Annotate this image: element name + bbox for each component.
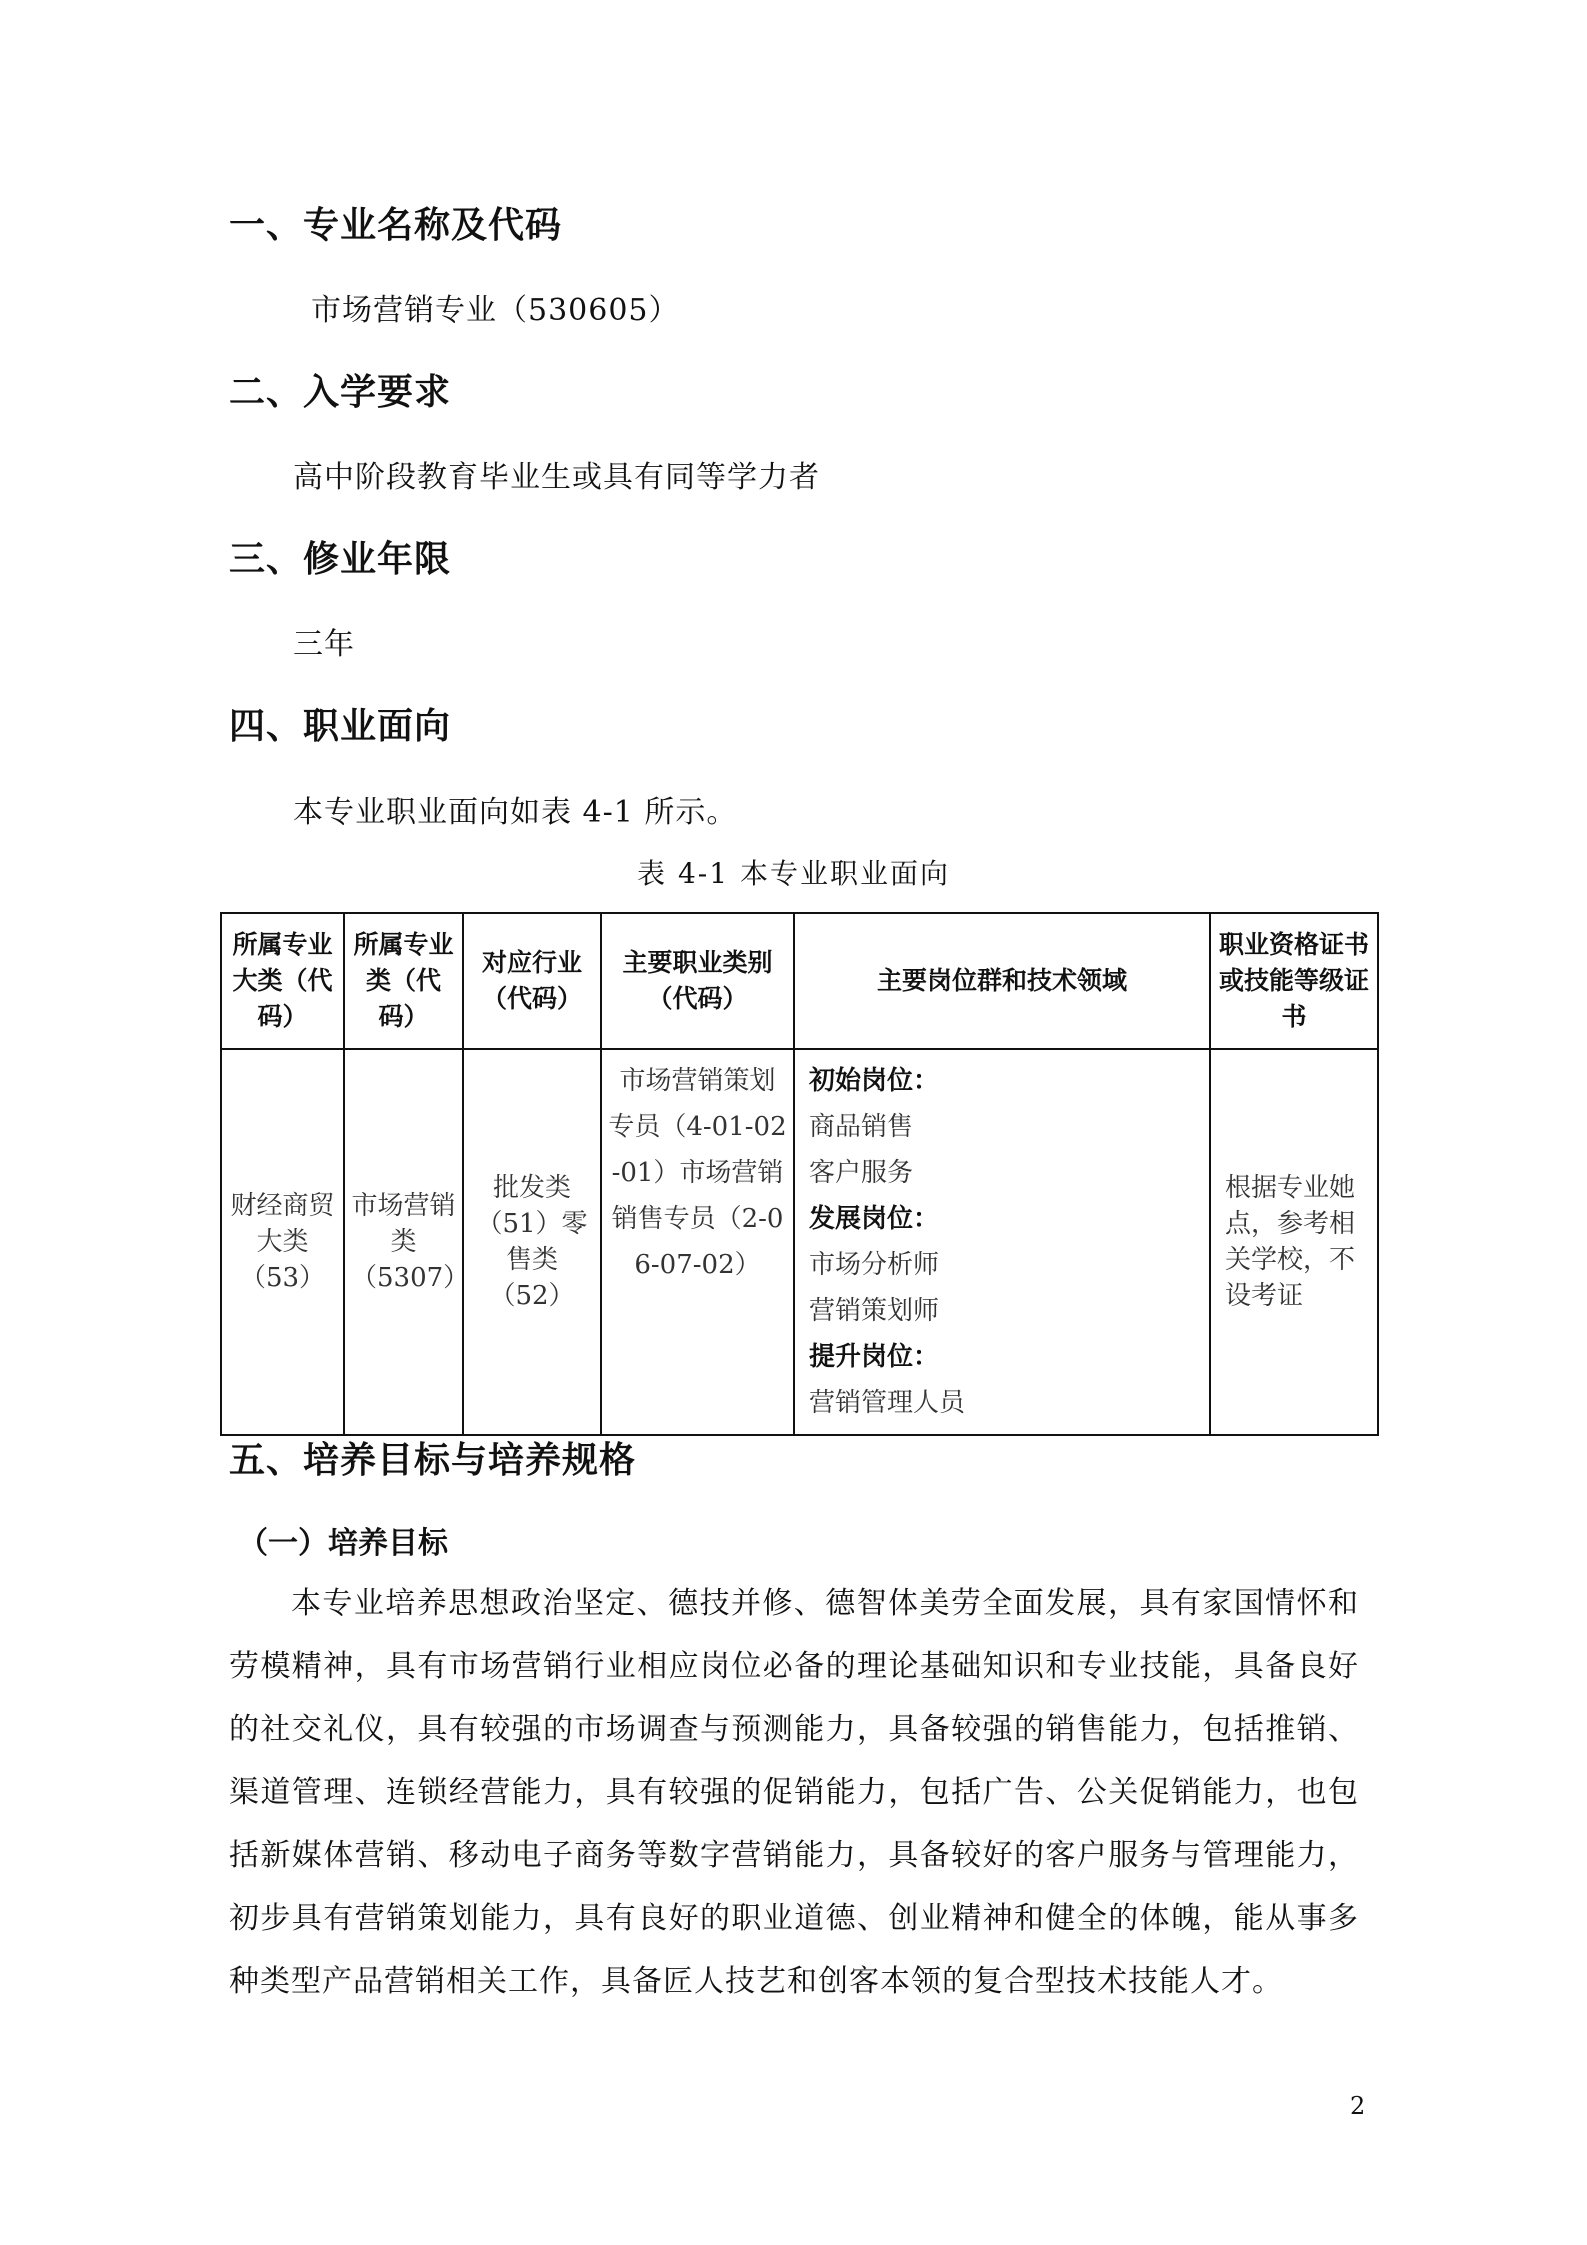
cell-major-class: 市场营销类（5307） (344, 1049, 463, 1435)
duration-text: 三年 (293, 627, 355, 662)
career-intro-text: 本专业职业面向如表 4-1 所示。 (293, 795, 738, 830)
section-2-heading: 二、入学要求 (229, 372, 452, 413)
section-5-heading: 五、培养目标与培养规格 (229, 1440, 637, 1481)
job-item: 客户服务 (809, 1158, 914, 1188)
cell-industry: 批发类（51）零售类（52） (463, 1049, 601, 1435)
header-certificate: 职业资格证书或技能等级证书 (1210, 913, 1378, 1049)
section-1-heading: 一、专业名称及代码 (229, 205, 563, 246)
training-goal-subheading: （一）培养目标 (238, 1526, 448, 1561)
career-table (220, 912, 1379, 1436)
header-industry: 对应行业（代码） (463, 913, 601, 1049)
develop-jobs-label: 发展岗位： (809, 1204, 940, 1234)
table-header-row (221, 913, 1378, 1049)
cell-major-category: 财经商贸大类（53） (221, 1049, 344, 1435)
cell-occupation: 市场营销策划专员（4-01-02-01）市场营销销售专员（2-06-07-02） (601, 1049, 794, 1435)
initial-jobs-label: 初始岗位： (809, 1066, 940, 1096)
job-item: 营销策划师 (809, 1296, 940, 1326)
header-major-category: 所属专业大类（代码） (221, 913, 344, 1049)
admission-text: 高中阶段教育毕业生或具有同等学力者 (293, 460, 820, 495)
section-3-heading: 三、修业年限 (229, 539, 452, 580)
table-caption: 表 4-1 本专业职业面向 (637, 857, 950, 890)
job-item: 商品销售 (809, 1112, 914, 1142)
major-name-text: 市场营销专业（530605） (311, 293, 680, 328)
cell-certificate: 根据专业她点，参考相关学校，不设考证 (1210, 1049, 1378, 1435)
page-number: 2 (1350, 2092, 1366, 2120)
table-row (221, 1049, 1378, 1435)
header-occupation: 主要职业类别（代码） (601, 913, 794, 1049)
job-item: 营销管理人员 (809, 1388, 966, 1418)
cell-jobs (794, 1049, 1210, 1435)
header-jobs: 主要岗位群和技术领域 (794, 913, 1210, 1049)
header-major-class: 所属专业类（代码） (344, 913, 463, 1049)
section-4-heading: 四、职业面向 (229, 706, 452, 747)
promote-jobs-label: 提升岗位： (809, 1342, 940, 1372)
training-goal-text: 本专业培养思想政治坚定、德技并修、德智体美劳全面发展，具有家国情怀和劳模精神，具有市场营销行业相应岗位必备的理论基础知识和专业技能，具备良好的社交礼仪，具有较强的市场调查与预测能力，具备较强的销售能力，包括推销、渠道管理、连锁经营能力，具有较强的促销能力，包括广告、公关促销能力，也包括新媒体营销、移动电子商务等数字营销能力，具备较好的客户服务与管理能力，初步具有营销策划能力，具有良好的职业道德、创业精神和健全的体魄，能从事多种类型产品营销相关工作，具备匠人技艺和创客本领的复合型技术技能人才。 (229, 1586, 1359, 1999)
job-item: 市场分析师 (809, 1250, 940, 1280)
